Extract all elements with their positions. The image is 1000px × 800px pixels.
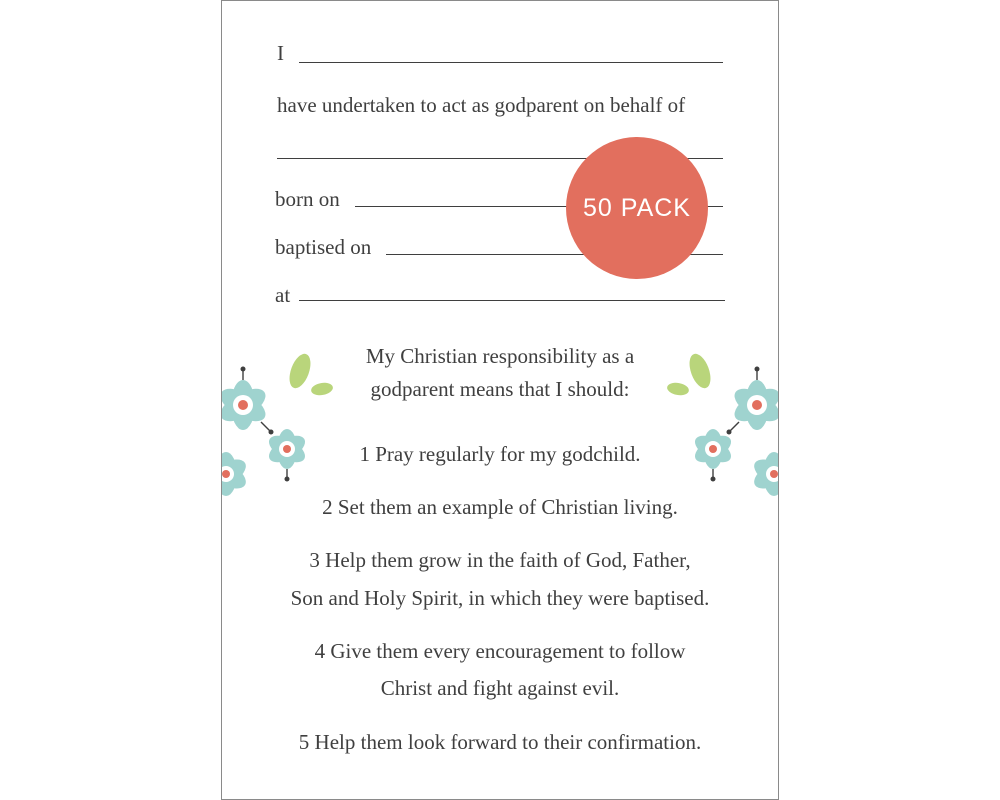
flower-icon bbox=[727, 367, 780, 435]
at-blank-line[interactable] bbox=[299, 300, 725, 301]
responsibility-item-3-line-1: 3 Help them grow in the faith of God, Father, bbox=[309, 548, 691, 572]
flower-icon bbox=[221, 452, 251, 496]
flower-icon bbox=[221, 367, 274, 435]
responsibility-intro-line-1: My Christian responsibility as a bbox=[365, 344, 635, 368]
responsibility-item-1: 1 Pray regularly for my godchild. bbox=[359, 442, 641, 466]
responsibility-item-5: 5 Help them look forward to their confirmation. bbox=[298, 730, 702, 754]
at-label: at bbox=[275, 283, 291, 307]
responsibility-item-3-line-2: Son and Holy Spirit, in which they were baptised. bbox=[290, 586, 710, 610]
name-blank-line[interactable] bbox=[299, 62, 723, 63]
flower-icon bbox=[265, 429, 310, 482]
left-flower-cluster-icon bbox=[221, 346, 342, 506]
leaf-icon bbox=[285, 351, 333, 397]
responsibility-item-2: 2 Set them an example of Christian living. bbox=[322, 495, 678, 519]
responsibility-item-4-line-1: 4 Give them every encouragement to follow bbox=[314, 639, 686, 663]
flower-icon bbox=[749, 452, 779, 496]
name-prefix: I bbox=[277, 41, 284, 65]
pack-badge bbox=[566, 137, 708, 279]
godparent-card bbox=[221, 0, 779, 800]
flower-icon bbox=[691, 429, 736, 482]
responsibility-intro-line-2: godparent means that I should: bbox=[370, 377, 630, 401]
responsibility-item-4-line-2: Christ and fight against evil. bbox=[380, 676, 620, 700]
undertaking-text: have undertaken to act as godparent on behalf of bbox=[277, 93, 686, 117]
leaf-icon bbox=[666, 351, 714, 397]
baptised-label: baptised on bbox=[275, 235, 372, 259]
pack-badge-label: 50 PACK bbox=[583, 193, 691, 222]
born-label: born on bbox=[275, 187, 340, 211]
right-flower-cluster-icon bbox=[658, 346, 779, 506]
